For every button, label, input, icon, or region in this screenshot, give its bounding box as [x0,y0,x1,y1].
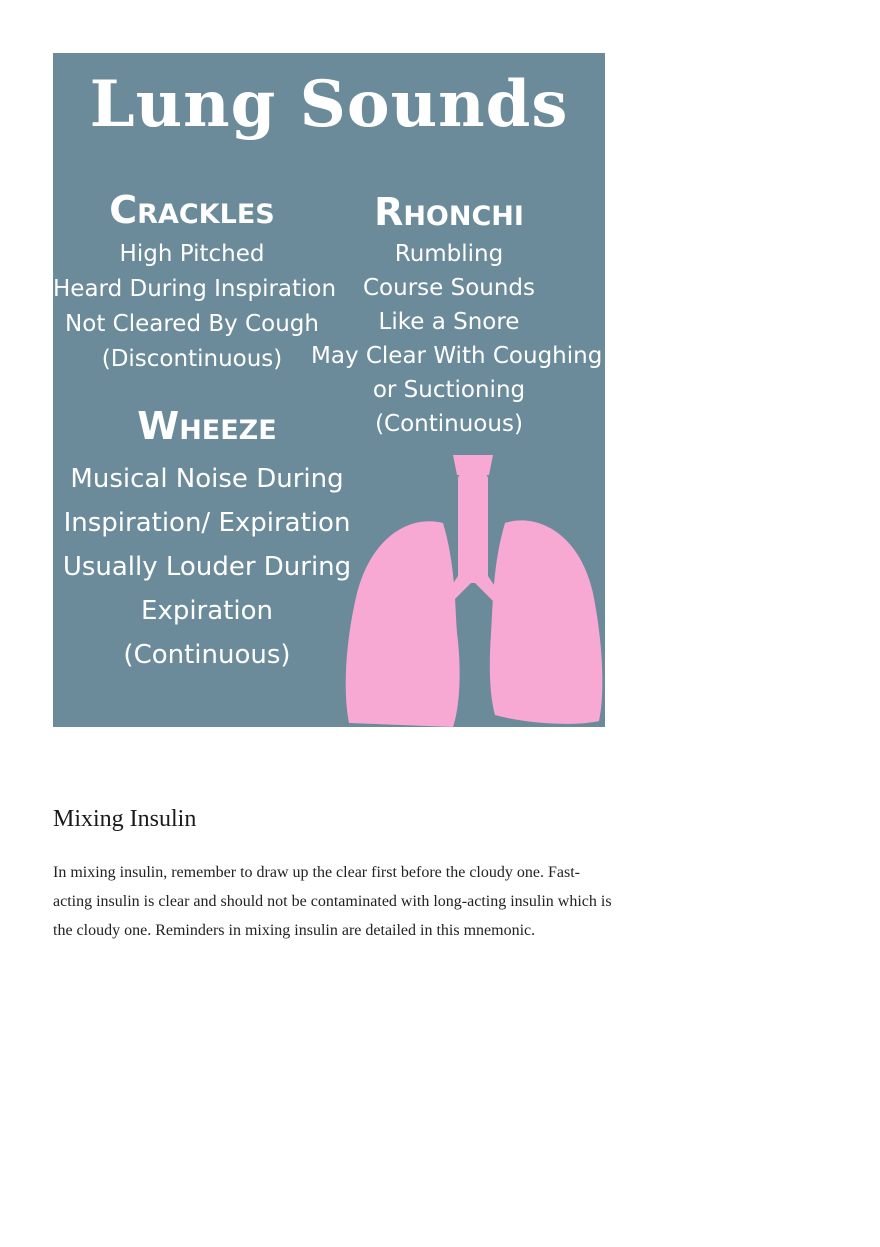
rhonchi-line: Rumbling [394,241,504,267]
paragraph-line: the cloudy one. Reminders in mixing insulin are detailed in this mnemonic. [53,922,536,939]
rhonchi-line: Like a Snore [378,309,520,335]
rhonchi-line: (Continuous) [375,411,523,437]
crackles-line: Heard During Inspiration [53,276,337,302]
trachea-cap [453,455,493,475]
wheeze-line: Usually Louder During [62,552,352,582]
lungs-icon [343,453,605,727]
rhonchi-section [311,190,603,441]
section-paragraph [53,858,653,945]
crackles-line: High Pitched [119,241,265,267]
rhonchi-line: Course Sounds [362,275,536,301]
wheeze-line: Musical Noise During [70,464,344,494]
section-heading: Mixing Insulin [53,806,197,832]
crackles-heading: Crackles [109,188,275,232]
trachea [458,473,488,583]
infographic-title: Lung Sounds [89,67,569,142]
paragraph-line: acting insulin is clear and should not be contaminated with long-acting insulin which is [53,893,612,910]
crackles-section [53,188,337,377]
rhonchi-line: or Suctioning [372,377,526,403]
wheeze-heading: Wheeze [137,404,277,448]
crackles-line: (Discontinuous) [101,346,283,372]
wheeze-section [53,404,361,677]
rhonchi-heading: Rhonchi [374,190,524,234]
crackles-line: Not Cleared By Cough [65,311,319,337]
left-lung [346,521,460,727]
paragraph-line: In mixing insulin, remember to draw up the clear first before the cloudy one. Fast- [53,864,580,881]
wheeze-line: Expiration [141,596,273,626]
right-lung [490,520,603,723]
wheeze-line: Inspiration/ Expiration [63,508,351,538]
wheeze-line: (Continuous) [123,640,291,670]
lung-sounds-infographic [53,53,605,727]
rhonchi-line: May Clear With Coughing [311,343,603,369]
